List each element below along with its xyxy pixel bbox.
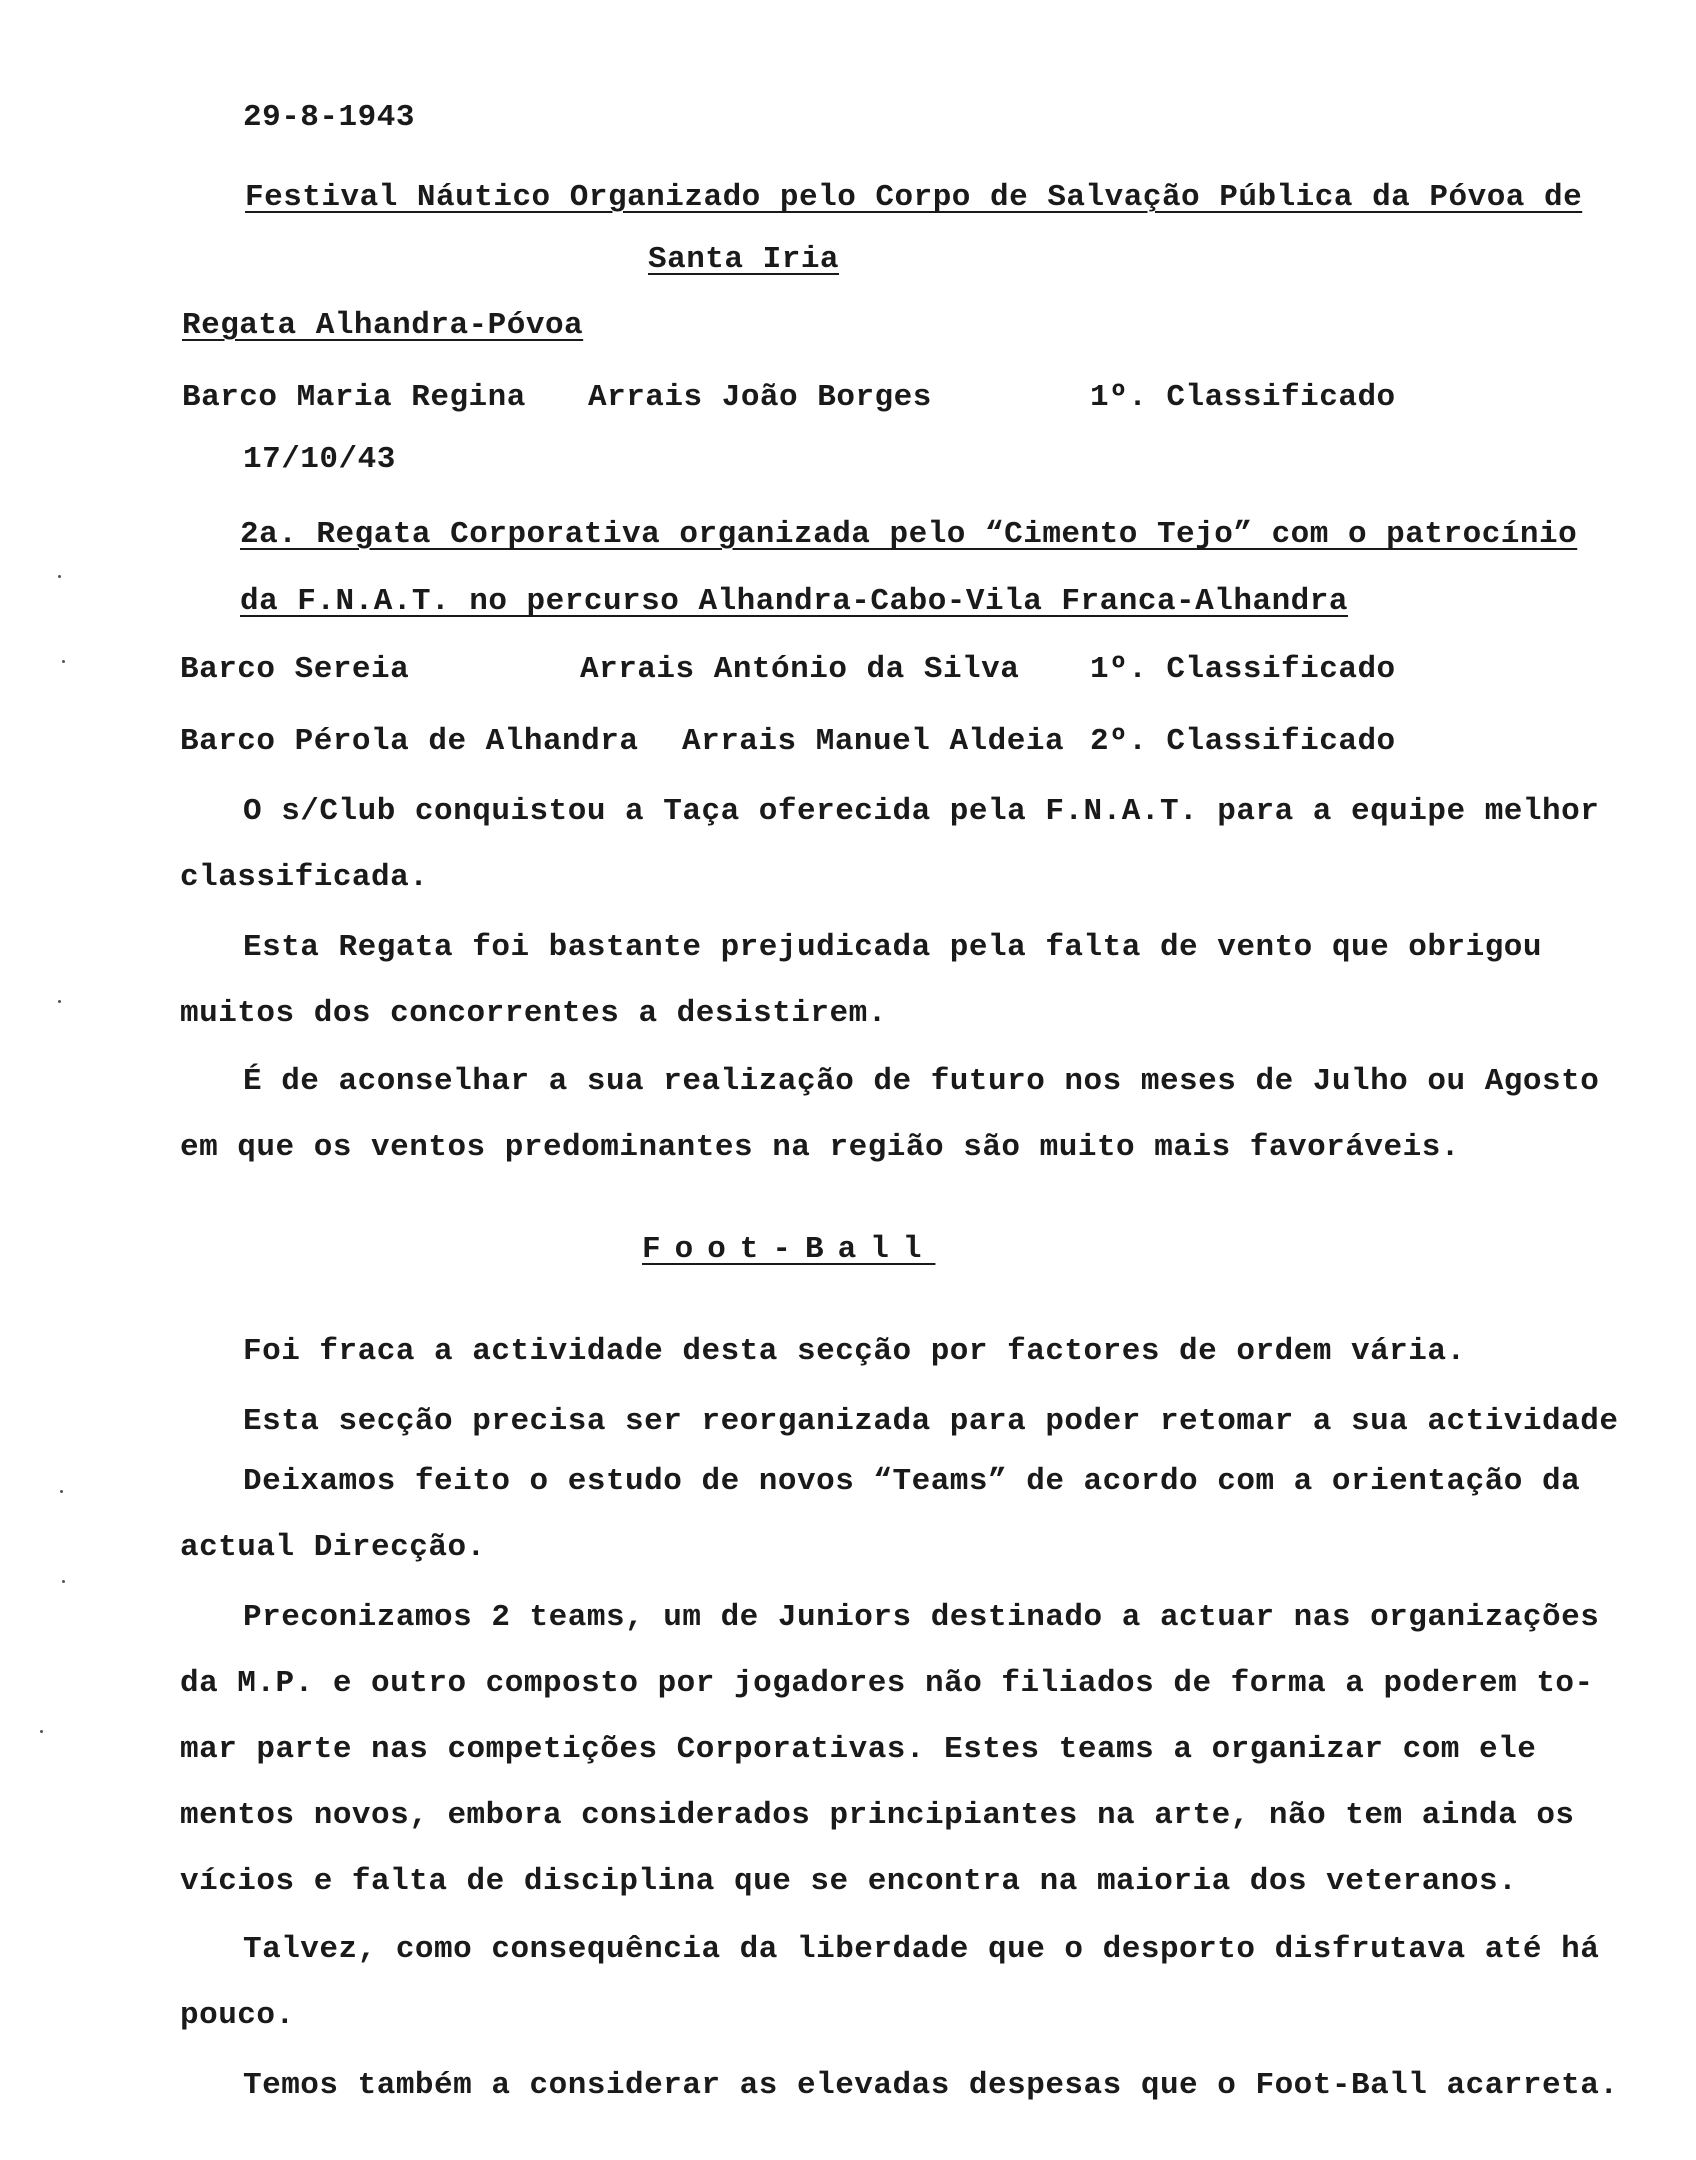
scan-speck (62, 660, 65, 663)
scan-speck (40, 1730, 43, 1733)
festival-title-line2: Santa Iria (648, 242, 840, 277)
paragraph-line: Esta Regata foi bastante prejudicada pela falta de vento que obrigou (243, 930, 1543, 965)
paragraph-line: É de aconselhar a sua realização de futuro nos meses de Julho ou Agosto (243, 1064, 1600, 1099)
document-date-2: 17/10/43 (243, 442, 396, 477)
skipper-name: Arrais António da Silva (580, 652, 1020, 687)
paragraph-line: Preconizamos 2 teams, um de Juniors destinado a actuar nas organizações (243, 1600, 1600, 1635)
placement: 2º. Classificado (1090, 724, 1396, 759)
scan-speck (60, 1490, 63, 1493)
boat-name: Barco Pérola de Alhandra (180, 724, 639, 759)
paragraph-line: mar parte nas competições Corporativas. Estes teams a organizar com ele (180, 1732, 1537, 1767)
football-heading: Foot-Ball (642, 1232, 936, 1267)
paragraph-line: classificada. (180, 860, 429, 895)
boat-name: Barco Sereia (180, 652, 410, 687)
placement: 1º. Classificado (1090, 380, 1396, 415)
paragraph-line: O s/Club conquistou a Taça oferecida pela F.N.A.T. para a equipe melhor (243, 794, 1600, 829)
scan-speck (58, 1000, 61, 1003)
regata-title: Regata Alhandra-Póvoa (182, 308, 584, 343)
paragraph-line: Temos também a considerar as elevadas despesas que o Foot-Ball acarreta. (243, 2068, 1619, 2103)
paragraph-line: muitos dos concorrentes a desistirem. (180, 996, 887, 1031)
paragraph-line: Talvez, como consequência da liberdade que o desporto disfrutava até há (243, 1932, 1600, 1967)
regata2-title-line1: 2a. Regata Corporativa organizada pelo “Cimento Tejo” com o patrocínio (240, 517, 1578, 552)
paragraph-line: Deixamos feito o estudo de novos “Teams” de acordo com a orientação da (243, 1464, 1581, 1499)
paragraph-line: da M.P. e outro composto por jogadores não filiados de forma a poderem to- (180, 1666, 1594, 1701)
regata2-title-line2: da F.N.A.T. no percurso Alhandra-Cabo-Vila Franca-Alhandra (240, 584, 1348, 619)
paragraph-line: vícios e falta de disciplina que se encontra na maioria dos veteranos. (180, 1864, 1518, 1899)
festival-title-line1: Festival Náutico Organizado pelo Corpo de Salvação Pública da Póvoa de (245, 180, 1583, 215)
document-date: 29-8-1943 (243, 100, 415, 135)
paragraph-line: actual Direcção. (180, 1530, 486, 1565)
paragraph-line: Esta secção precisa ser reorganizada para poder retomar a sua actividade (243, 1404, 1619, 1439)
paragraph-line: pouco. (180, 1998, 295, 2033)
scan-speck (62, 1580, 65, 1583)
scan-speck (58, 575, 61, 578)
paragraph-line: Foi fraca a actividade desta secção por factores de ordem vária. (243, 1334, 1466, 1369)
skipper-name: Arrais Manuel Aldeia (682, 724, 1065, 759)
paragraph-line: mentos novos, embora considerados principiantes na arte, não tem ainda os (180, 1798, 1575, 1833)
boat-name: Barco Maria Regina (182, 380, 526, 415)
paragraph-line: em que os ventos predominantes na região são muito mais favoráveis. (180, 1130, 1460, 1165)
placement: 1º. Classificado (1090, 652, 1396, 687)
skipper-name: Arrais João Borges (588, 380, 932, 415)
